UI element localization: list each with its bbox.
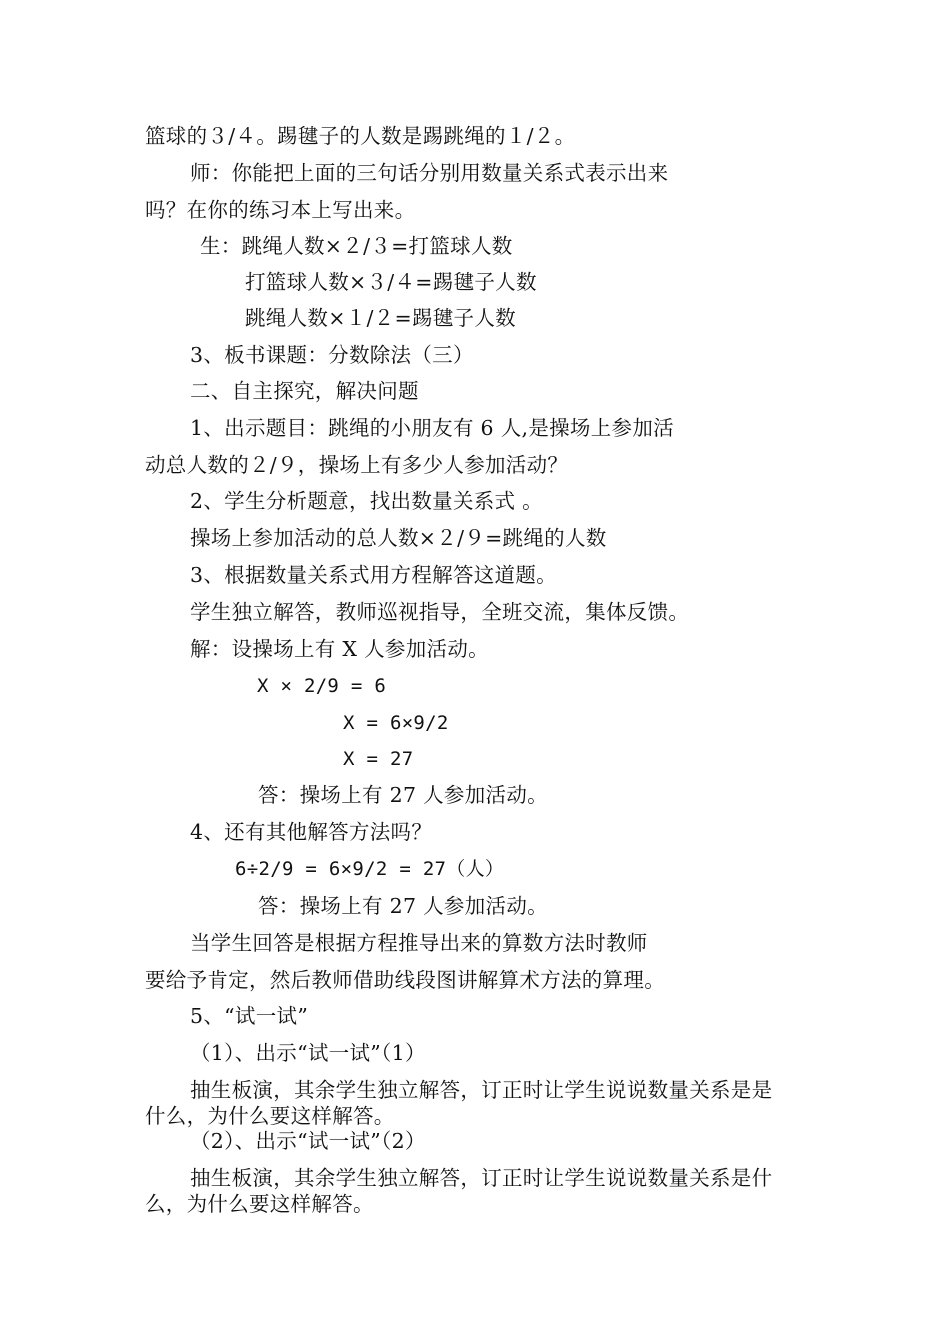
text-line: 操场上参加活动的总人数×２/９=跳绳的人数	[190, 526, 607, 550]
text-line: （1）、出示“试一试”（1）	[190, 1041, 426, 1065]
text-line: 答：操场上有 27 人参加活动。	[258, 894, 548, 918]
text-line: 打篮球人数×３/４=踢毽子人数	[245, 270, 537, 294]
text-line: 答：操场上有 27 人参加活动。	[258, 783, 548, 807]
equation-line: X = 27	[343, 748, 414, 770]
text-line: 3、根据数量关系式用方程解答这道题。	[190, 563, 557, 587]
text-line: 当学生回答是根据方程推导出来的算数方法时教师	[190, 931, 648, 955]
text-line: 1、出示题目：跳绳的小朋友有 6 人,是操场上参加活	[190, 416, 674, 440]
equation-line: 6÷2/9 = 6×9/2 = 27（人）	[235, 858, 505, 880]
equation-line: X = 6×9/2	[343, 712, 449, 734]
text-line: 2、学生分析题意，找出数量关系式 。	[190, 489, 543, 513]
text-line: 吗？在你的练习本上写出来。	[145, 198, 416, 222]
text-line: 师：你能把上面的三句话分别用数量关系式表示出来	[190, 161, 669, 185]
text-line: 动总人数的２/９，操场上有多少人参加活动？	[145, 453, 569, 477]
text-line: 二、自主探究，解决问题	[190, 379, 419, 403]
text-line: 5、“试一试”	[190, 1004, 309, 1028]
text-line: 抽生板演，其余学生独立解答，订正时让学生说说数量关系是是	[190, 1078, 773, 1102]
text-line: 4、还有其他解答方法吗？	[190, 820, 433, 844]
text-line: 跳绳人数×１/２=踢毽子人数	[245, 306, 516, 330]
text-line: （2）、出示“试一试”（2）	[190, 1129, 426, 1153]
equation-line: X × 2/9 = 6	[257, 675, 387, 697]
text-line: 生：跳绳人数×２/３=打篮球人数	[200, 234, 513, 258]
text-line: 学生独立解答，教师巡视指导，全班交流，集体反馈。	[190, 600, 690, 624]
text-line: 3、板书课题：分数除法（三）	[190, 343, 474, 367]
text-line: 解：设操场上有 X 人参加活动。	[190, 637, 489, 661]
text-line: 什么，为什么要这样解答。	[145, 1104, 395, 1128]
text-line: 篮球的３/４。踢毽子的人数是踢跳绳的１/２。	[145, 124, 576, 148]
text-line: 要给予肯定，然后教师借助线段图讲解算术方法的算理。	[145, 968, 665, 992]
text-line: 抽生板演，其余学生独立解答，订正时让学生说说数量关系是什	[190, 1166, 773, 1190]
text-line: 么，为什么要这样解答。	[145, 1192, 374, 1216]
